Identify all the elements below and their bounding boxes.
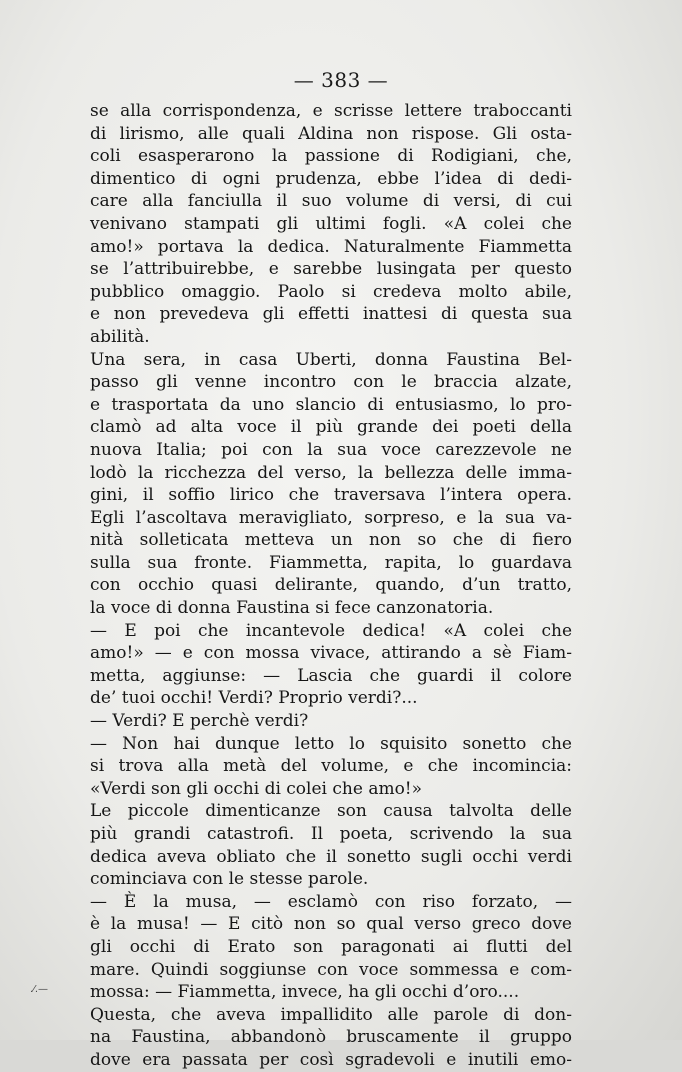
text-line: lodò la ricchezza del verso, la bellezza delle imma- [90,462,572,483]
text-line: con occhio quasi delirante, quando, d’un tratto, [90,575,572,596]
text-line: e trasportata da uno slancio di entusiasmo, lo pro- [90,394,572,415]
text-line: de’ tuoi occhi! Verdi? Proprio verdi?... [90,688,418,709]
text-line: abilità. [90,326,150,347]
text-line: — Non hai dunque letto lo squisito sonetto che [90,733,572,754]
text-line: — È la musa, — esclamò con riso forzato, — [90,891,572,912]
text-line: Una sera, in casa Uberti, donna Faustina Bel- [90,349,572,370]
text-line: dedica aveva obliato che il sonetto sugli occhi verdi [90,846,572,867]
text-line: venivano stampati gli ultimi fogli. «A colei che [90,213,572,234]
text-line: è la musa! — E citò non so qual verso greco dove [90,914,572,935]
text-line: sulla sua fronte. Fiammetta, rapita, lo guardava [90,552,572,573]
text-line: nità solleticata metteva un non so che di fiero [90,530,572,551]
text-line: amo!» — e con mossa vivace, attirando a sè Fiam- [90,643,572,664]
text-line: na Faustina, abbandonò bruscamente il gruppo [90,1027,572,1048]
text-line: pubblico omaggio. Paolo si credeva molto abile, [90,281,572,302]
text-line: gini, il soffio lirico che traversava l’intera opera. [90,485,572,506]
body-text [90,100,572,1072]
text-line: la voce di donna Faustina si fece canzonatoria. [90,598,494,619]
text-line: amo!» portava la dedica. Naturalmente Fiammetta [90,236,572,257]
text-line: se alla corrispondenza, e scrisse lettere traboccanti [90,101,572,121]
text-line: — Verdi? E perchè verdi? [90,711,309,732]
text-line: nuova Italia; poi con la sua voce carezzevole ne [90,439,572,460]
text-line: coli esasperarono la passione di Rodigiani, che, [90,146,572,167]
margin-mark: .⁄.— [30,984,49,995]
text-line: più grandi catastrofi. Il poeta, scrivendo la sua [90,824,572,844]
text-line: di lirismo, alle quali Aldina non rispose. Gli osta- [90,123,572,144]
text-line: cominciava con le stesse parole. [90,869,369,890]
text-line: «Verdi son gli occhi di colei che amo!» [90,778,423,799]
text-line: Egli l’ascoltava meravigliato, sorpreso, e la sua va- [90,507,572,528]
text-line: si trova alla metà del volume, e che incomincia: [90,756,572,777]
text-line: mossa: — Fiammetta, invece, ha gli occhi d’oro.... [90,982,520,1003]
text-line: dove era passata per così sgradevoli e inutili emo- [90,1049,572,1070]
text-line: mare. Quindi soggiunse con voce sommessa e com- [90,959,572,980]
text-line: Questa, che aveva impallidito alle parole di don- [90,1004,572,1025]
text-line: clamò ad alta voce il più grande dei poeti della [90,417,572,438]
text-line: e non prevedeva gli effetti inattesi di questa sua [90,304,572,325]
text-line: dimentico di ogni prudenza, ebbe l’idea di dedi- [90,168,572,189]
text-line: se l’attribuirebbe, e sarebbe lusingata per questo [90,259,572,280]
text-line: metta, aggiunse: — Lascia che guardi il colore [90,665,572,686]
text-line: gli occhi di Erato son paragonati ai flutti del [90,936,572,957]
text-line: care alla fanciulla il suo volume di versi, di cui [90,191,572,212]
text-line: Le piccole dimenticanze son causa talvolta delle [90,801,572,822]
text-line: passo gli venne incontro con le braccia alzate, [90,372,572,393]
text-line: — E poi che incantevole dedica! «A colei che [90,620,572,641]
page-number: — 383 — [293,68,389,92]
